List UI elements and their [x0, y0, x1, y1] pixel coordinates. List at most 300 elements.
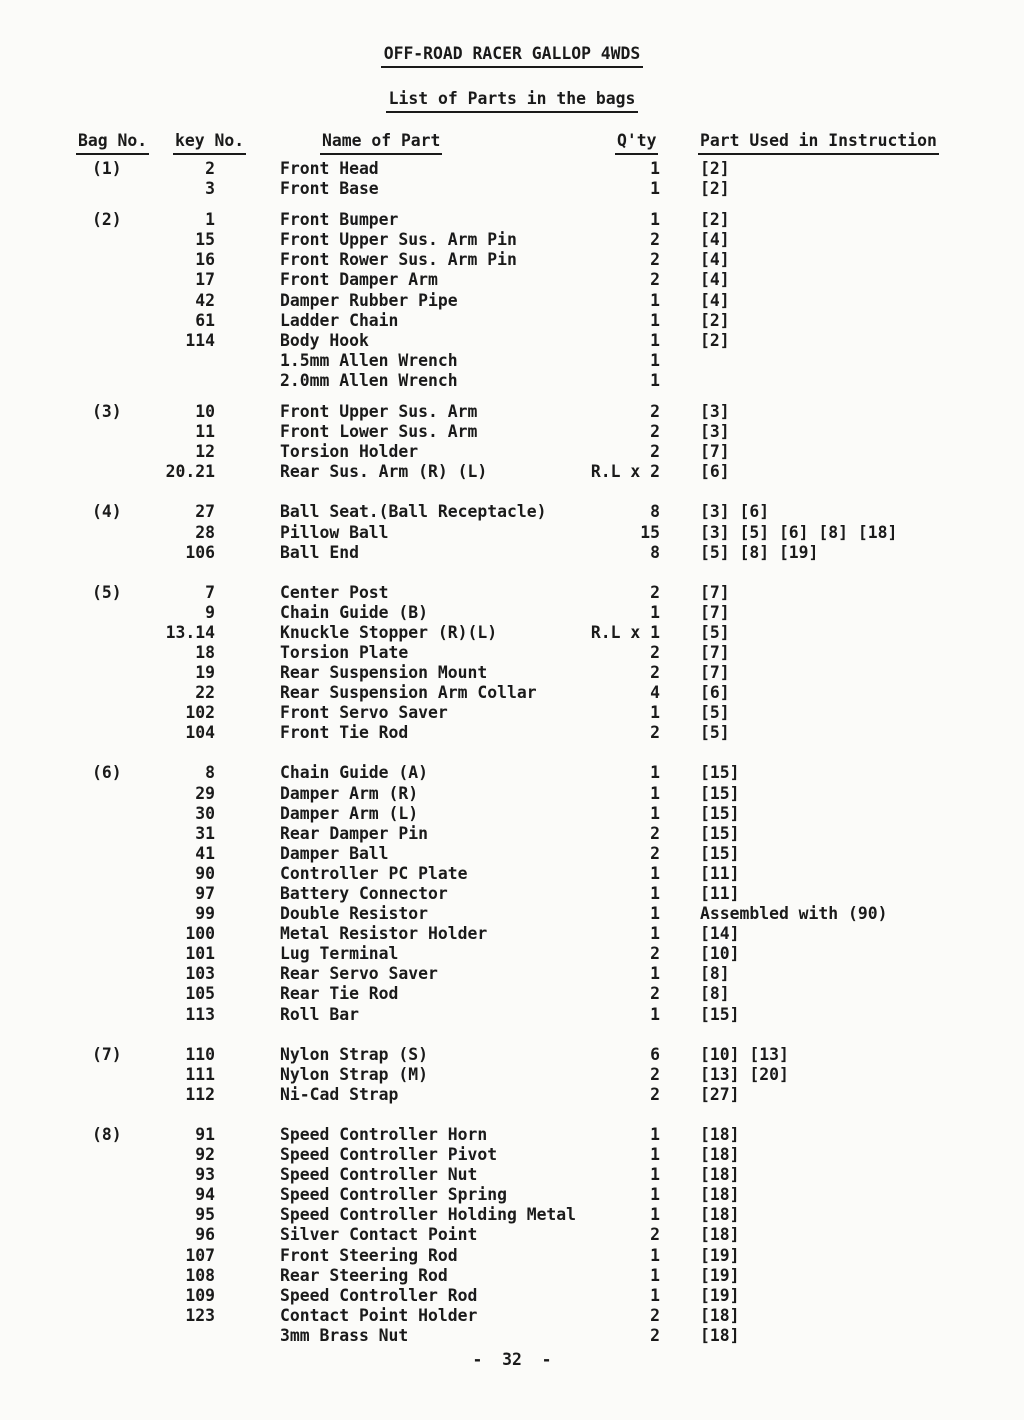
- bag-no-cell: [0, 1065, 150, 1085]
- part-name-cell: Torsion Holder: [280, 442, 419, 462]
- key-no-cell: 107: [185, 1245, 215, 1265]
- key-no-cell: 29: [195, 783, 215, 803]
- part-name-cell: Front Steering Rod: [280, 1245, 458, 1265]
- bag-no-cell: [0, 1266, 150, 1286]
- qty-cell: 1: [650, 1285, 660, 1305]
- part-row: [0, 179, 1024, 199]
- part-row: [0, 291, 1024, 311]
- qty-cell: 2: [650, 230, 660, 250]
- part-name-cell: Torsion Plate: [280, 642, 409, 662]
- part-used-cell: [4]: [700, 230, 730, 250]
- part-name-cell: Silver Contact Point: [280, 1225, 478, 1245]
- part-used-cell: [4]: [700, 290, 730, 310]
- bag-no-cell: [0, 703, 150, 723]
- part-used-cell: [19]: [700, 1245, 740, 1265]
- part-name-cell: Rear Damper Pin: [280, 823, 429, 843]
- part-row: [0, 502, 1024, 522]
- part-used-cell: [3]: [700, 402, 730, 422]
- bag-no-cell: [0, 984, 150, 1004]
- bag-no-cell: [0, 643, 150, 663]
- part-used-cell: [4]: [700, 270, 730, 290]
- part-used-cell: [10]: [700, 944, 740, 964]
- key-no-cell: 3: [205, 179, 215, 199]
- part-name-cell: Front Rower Sus. Arm Pin: [280, 250, 517, 270]
- qty-cell: 2: [650, 1084, 660, 1104]
- part-name-cell: Body Hook: [280, 330, 369, 350]
- qty-cell: 2: [650, 422, 660, 442]
- bag-no-cell: [0, 824, 150, 844]
- qty-cell: 1: [650, 602, 660, 622]
- key-no-cell: 8: [205, 763, 215, 783]
- bag-no-cell: [0, 683, 150, 703]
- key-no-cell: 17: [195, 270, 215, 290]
- part-row: [0, 964, 1024, 984]
- bag-no-cell: [0, 623, 150, 643]
- part-name-cell: Chain Guide (A): [280, 763, 429, 783]
- key-no-cell: 91: [195, 1124, 215, 1144]
- part-used-cell: [18]: [700, 1145, 740, 1165]
- part-name-cell: Roll Bar: [280, 1004, 359, 1024]
- bag-no-cell: (4): [92, 502, 122, 522]
- part-name-cell: Rear Sus. Arm (R) (L): [280, 462, 488, 482]
- part-used-cell: [2]: [700, 310, 730, 330]
- part-row: [0, 210, 1024, 230]
- part-used-cell: [19]: [700, 1265, 740, 1285]
- part-name-cell: Ball End: [280, 542, 359, 562]
- qty-cell: 2: [650, 1225, 660, 1245]
- qty-cell: 2: [650, 582, 660, 602]
- part-name-cell: Damper Arm (R): [280, 783, 419, 803]
- key-no-cell: 114: [185, 330, 215, 350]
- part-used-cell: [7]: [700, 663, 730, 683]
- part-used-cell: [3]: [700, 422, 730, 442]
- part-row: [0, 824, 1024, 844]
- bag-no-cell: [0, 1185, 150, 1205]
- part-row: [0, 904, 1024, 924]
- bag-no-cell: [0, 1085, 150, 1105]
- part-used-cell: [15]: [700, 783, 740, 803]
- part-used-cell: [4]: [700, 250, 730, 270]
- part-name-cell: Front Upper Sus. Arm: [280, 402, 478, 422]
- bag-no-cell: [0, 884, 150, 904]
- part-row: [0, 1266, 1024, 1286]
- bag-no-cell: [0, 250, 150, 270]
- bag-no-cell: [0, 422, 150, 442]
- part-used-cell: [2]: [700, 179, 730, 199]
- part-name-cell: 2.0mm Allen Wrench: [280, 370, 458, 390]
- qty-cell: 1: [650, 904, 660, 924]
- part-row: [0, 371, 1024, 391]
- document-subtitle-line: [0, 89, 1024, 113]
- part-row: [0, 1085, 1024, 1105]
- part-used-cell: [7]: [700, 582, 730, 602]
- bag-no-cell: [0, 291, 150, 311]
- qty-cell: 1: [650, 210, 660, 230]
- part-name-cell: Double Resistor: [280, 904, 429, 924]
- qty-cell: 1: [650, 1004, 660, 1024]
- part-row: [0, 603, 1024, 623]
- part-name-cell: Knuckle Stopper (R)(L): [280, 622, 498, 642]
- qty-cell: 15: [640, 522, 660, 542]
- key-no-cell: 96: [195, 1225, 215, 1245]
- key-no-cell: 12: [195, 442, 215, 462]
- key-no-cell: 93: [195, 1165, 215, 1185]
- key-no-cell: 111: [185, 1064, 215, 1084]
- part-name-cell: Damper Rubber Pipe: [280, 290, 458, 310]
- key-no-cell: 9: [205, 602, 215, 622]
- part-row: [0, 1225, 1024, 1245]
- qty-cell: 2: [650, 402, 660, 422]
- qty-cell: 2: [650, 1064, 660, 1084]
- part-row: [0, 784, 1024, 804]
- bag-group: [0, 159, 1024, 199]
- bag-no-cell: [0, 804, 150, 824]
- qty-cell: 2: [650, 270, 660, 290]
- part-name-cell: Speed Controller Pivot: [280, 1145, 498, 1165]
- qty-cell: 1: [650, 1145, 660, 1165]
- part-name-cell: Rear Suspension Mount: [280, 663, 488, 683]
- part-row: [0, 1065, 1024, 1085]
- part-used-cell: [7]: [700, 442, 730, 462]
- bag-no-cell: (8): [92, 1124, 122, 1144]
- part-row: [0, 1306, 1024, 1326]
- qty-cell: 1: [650, 1205, 660, 1225]
- qty-cell: 8: [650, 542, 660, 562]
- key-no-cell: 7: [205, 582, 215, 602]
- part-name-cell: Rear Suspension Arm Collar: [280, 683, 537, 703]
- part-row: [0, 402, 1024, 422]
- part-row: [0, 623, 1024, 643]
- part-name-cell: Front Servo Saver: [280, 703, 448, 723]
- part-used-cell: [15]: [700, 803, 740, 823]
- part-used-cell: [3] [6]: [700, 502, 770, 522]
- qty-cell: R.L x 2: [590, 462, 660, 482]
- bag-no-cell: [0, 311, 150, 331]
- bag-no-cell: [0, 723, 150, 743]
- key-no-cell: 106: [185, 542, 215, 562]
- qty-cell: 1: [650, 330, 660, 350]
- qty-cell: 1: [650, 1245, 660, 1265]
- bag-no-cell: (6): [92, 763, 122, 783]
- qty-cell: 1: [650, 1124, 660, 1144]
- key-no-cell: 104: [185, 723, 215, 743]
- key-no-cell: [150, 351, 215, 371]
- key-no-cell: 123: [185, 1305, 215, 1325]
- part-row: [0, 924, 1024, 944]
- key-no-cell: 113: [185, 1004, 215, 1024]
- part-name-cell: Rear Tie Rod: [280, 984, 399, 1004]
- key-no-cell: 22: [195, 683, 215, 703]
- bag-no-cell: [0, 1205, 150, 1225]
- key-no-cell: 11: [195, 422, 215, 442]
- qty-cell: 2: [650, 823, 660, 843]
- part-name-cell: Damper Arm (L): [280, 803, 419, 823]
- part-used-cell: [3] [5] [6] [8] [18]: [700, 522, 898, 542]
- part-used-cell: [18]: [700, 1205, 740, 1225]
- part-name-cell: Speed Controller Holding Metal: [280, 1205, 577, 1225]
- qty-cell: 2: [650, 843, 660, 863]
- qty-cell: 2: [650, 663, 660, 683]
- part-row: [0, 1205, 1024, 1225]
- bag-group: [0, 402, 1024, 482]
- part-row: [0, 422, 1024, 442]
- part-row: [0, 311, 1024, 331]
- part-row: [0, 523, 1024, 543]
- part-name-cell: 3mm Brass Nut: [280, 1325, 409, 1345]
- bag-no-cell: [0, 331, 150, 351]
- part-row: [0, 331, 1024, 351]
- bag-no-cell: [0, 844, 150, 864]
- bag-no-cell: [0, 543, 150, 563]
- part-row: [0, 763, 1024, 783]
- key-no-cell: 2: [205, 159, 215, 178]
- part-row: [0, 270, 1024, 290]
- part-name-cell: Rear Servo Saver: [280, 964, 438, 984]
- qty-cell: 1: [650, 290, 660, 310]
- qty-cell: 1: [650, 179, 660, 199]
- part-used-cell: [6]: [700, 683, 730, 703]
- part-row: [0, 351, 1024, 371]
- bag-group: [0, 502, 1024, 562]
- column-header-used: Part Used in Instruction: [698, 131, 939, 155]
- key-no-cell: 1: [205, 210, 215, 230]
- qty-cell: 1: [650, 783, 660, 803]
- bag-no-cell: (2): [92, 210, 122, 230]
- part-row: [0, 683, 1024, 703]
- qty-cell: 2: [650, 250, 660, 270]
- key-no-cell: [150, 371, 215, 391]
- part-used-cell: [5]: [700, 723, 730, 743]
- qty-cell: 2: [650, 442, 660, 462]
- key-no-cell: 61: [195, 310, 215, 330]
- qty-cell: 2: [650, 944, 660, 964]
- column-header-name: Name of Part: [320, 131, 442, 155]
- part-used-cell: Assembled with (90): [700, 904, 888, 924]
- part-row: [0, 543, 1024, 563]
- part-row: [0, 884, 1024, 904]
- bag-no-cell: [0, 663, 150, 683]
- qty-cell: 1: [650, 1165, 660, 1185]
- qty-cell: 1: [650, 803, 660, 823]
- key-no-cell: 95: [195, 1205, 215, 1225]
- bag-no-cell: (1): [92, 159, 122, 178]
- key-no-cell: 18: [195, 642, 215, 662]
- part-used-cell: [7]: [700, 642, 730, 662]
- key-no-cell: 103: [185, 964, 215, 984]
- key-no-cell: 108: [185, 1265, 215, 1285]
- part-name-cell: 1.5mm Allen Wrench: [280, 350, 458, 370]
- qty-cell: 1: [650, 884, 660, 903]
- key-no-cell: [150, 1326, 215, 1346]
- part-row: [0, 663, 1024, 683]
- part-used-cell: [5]: [700, 622, 730, 642]
- bag-no-cell: [0, 462, 150, 482]
- qty-cell: 2: [650, 1325, 660, 1345]
- part-name-cell: Speed Controller Spring: [280, 1185, 507, 1205]
- key-no-cell: 105: [185, 984, 215, 1004]
- bag-no-cell: [0, 179, 150, 199]
- qty-cell: 1: [650, 964, 660, 984]
- part-used-cell: [8]: [700, 964, 730, 984]
- key-no-cell: 31: [195, 823, 215, 843]
- part-row: [0, 1125, 1024, 1145]
- part-used-cell: [18]: [700, 1124, 740, 1144]
- part-row: [0, 1165, 1024, 1185]
- qty-cell: 2: [650, 642, 660, 662]
- part-row: [0, 230, 1024, 250]
- bag-no-cell: [0, 1306, 150, 1326]
- key-no-cell: 20.21: [165, 462, 215, 482]
- qty-cell: R.L x 1: [590, 622, 660, 642]
- part-row: [0, 703, 1024, 723]
- qty-cell: 6: [650, 1044, 660, 1064]
- document-title: OFF-ROAD RACER GALLOP 4WDS: [381, 44, 644, 68]
- part-name-cell: Nylon Strap (M): [280, 1064, 429, 1084]
- document-subtitle: List of Parts in the bags: [386, 89, 639, 113]
- key-no-cell: 100: [185, 924, 215, 944]
- part-used-cell: [18]: [700, 1185, 740, 1205]
- bag-no-cell: [0, 784, 150, 804]
- part-row: [0, 159, 1024, 179]
- column-header-qty: Q'ty: [615, 131, 658, 155]
- part-name-cell: Controller PC Plate: [280, 863, 468, 883]
- bag-group: [0, 763, 1024, 1024]
- bag-no-cell: (7): [92, 1044, 122, 1064]
- part-used-cell: [14]: [700, 924, 740, 944]
- bag-no-cell: [0, 230, 150, 250]
- part-name-cell: Front Tie Rod: [280, 723, 409, 743]
- bag-no-cell: [0, 1326, 150, 1346]
- part-row: [0, 944, 1024, 964]
- part-used-cell: [27]: [700, 1084, 740, 1104]
- qty-cell: 1: [650, 924, 660, 944]
- bag-no-cell: [0, 904, 150, 924]
- part-used-cell: [5] [8] [19]: [700, 542, 819, 562]
- part-used-cell: [18]: [700, 1225, 740, 1245]
- part-used-cell: [2]: [700, 330, 730, 350]
- qty-cell: 1: [650, 350, 660, 370]
- key-no-cell: 112: [185, 1084, 215, 1104]
- column-header-key-no: key No.: [173, 131, 246, 155]
- key-no-cell: 28: [195, 522, 215, 542]
- qty-cell: 8: [650, 502, 660, 522]
- bag-no-cell: [0, 964, 150, 984]
- part-name-cell: Contact Point Holder: [280, 1305, 478, 1325]
- part-name-cell: Ball Seat.(Ball Receptacle): [280, 502, 547, 522]
- key-no-cell: 101: [185, 944, 215, 964]
- part-used-cell: [18]: [700, 1165, 740, 1185]
- part-row: [0, 1145, 1024, 1165]
- qty-cell: 1: [650, 863, 660, 883]
- key-no-cell: 90: [195, 863, 215, 883]
- part-used-cell: [5]: [700, 703, 730, 723]
- key-no-cell: 27: [195, 502, 215, 522]
- key-no-cell: 30: [195, 803, 215, 823]
- qty-cell: 1: [650, 159, 660, 178]
- key-no-cell: 99: [195, 904, 215, 924]
- part-row: [0, 864, 1024, 884]
- key-no-cell: 13.14: [165, 622, 215, 642]
- parts-list: [0, 159, 1024, 1346]
- key-no-cell: 92: [195, 1145, 215, 1165]
- key-no-cell: 97: [195, 884, 215, 903]
- part-used-cell: [15]: [700, 1004, 740, 1024]
- part-name-cell: Center Post: [280, 582, 389, 602]
- part-name-cell: Speed Controller Nut: [280, 1165, 478, 1185]
- qty-cell: 1: [650, 1185, 660, 1205]
- bag-no-cell: [0, 1165, 150, 1185]
- part-used-cell: [700, 351, 1024, 371]
- part-name-cell: Lug Terminal: [280, 944, 399, 964]
- qty-cell: 1: [650, 370, 660, 390]
- qty-cell: 1: [650, 1265, 660, 1285]
- bag-no-cell: [0, 924, 150, 944]
- document-title-line: [0, 44, 1024, 68]
- bag-no-cell: [0, 1145, 150, 1165]
- qty-cell: 2: [650, 984, 660, 1004]
- part-name-cell: Battery Connector: [280, 884, 448, 903]
- bag-no-cell: [0, 523, 150, 543]
- part-used-cell: [15]: [700, 823, 740, 843]
- part-used-cell: [15]: [700, 843, 740, 863]
- part-name-cell: Nylon Strap (S): [280, 1044, 429, 1064]
- key-no-cell: 41: [195, 843, 215, 863]
- part-name-cell: Front Damper Arm: [280, 270, 438, 290]
- part-used-cell: [15]: [700, 763, 740, 783]
- bag-group: [0, 1045, 1024, 1105]
- part-name-cell: Front Upper Sus. Arm Pin: [280, 230, 517, 250]
- qty-cell: 1: [650, 703, 660, 723]
- part-row: [0, 723, 1024, 743]
- column-header-bag-no: Bag No.: [76, 131, 149, 155]
- part-used-cell: [7]: [700, 602, 730, 622]
- part-row: [0, 643, 1024, 663]
- part-name-cell: Rear Steering Rod: [280, 1265, 448, 1285]
- part-used-cell: [13] [20]: [700, 1064, 789, 1084]
- key-no-cell: 109: [185, 1285, 215, 1305]
- part-row: [0, 1246, 1024, 1266]
- part-name-cell: Pillow Ball: [280, 522, 389, 542]
- bag-no-cell: [0, 603, 150, 623]
- bag-no-cell: [0, 1005, 150, 1025]
- qty-cell: 1: [650, 310, 660, 330]
- part-used-cell: [700, 371, 1024, 391]
- key-no-cell: 42: [195, 290, 215, 310]
- part-row: [0, 1045, 1024, 1065]
- part-name-cell: Metal Resistor Holder: [280, 924, 488, 944]
- bag-no-cell: [0, 1286, 150, 1306]
- part-used-cell: [18]: [700, 1325, 740, 1345]
- part-name-cell: Front Base: [280, 179, 379, 199]
- part-used-cell: [2]: [700, 159, 730, 178]
- part-row: [0, 1326, 1024, 1346]
- qty-cell: 2: [650, 723, 660, 743]
- page-number: - 32 -: [472, 1350, 552, 1369]
- part-row: [0, 804, 1024, 824]
- part-used-cell: [19]: [700, 1285, 740, 1305]
- bag-no-cell: [0, 944, 150, 964]
- bag-no-cell: [0, 351, 150, 371]
- bag-group: [0, 583, 1024, 744]
- part-name-cell: Chain Guide (B): [280, 602, 429, 622]
- bag-no-cell: [0, 270, 150, 290]
- part-row: [0, 250, 1024, 270]
- key-no-cell: 15: [195, 230, 215, 250]
- part-row: [0, 462, 1024, 482]
- bag-no-cell: [0, 864, 150, 884]
- part-row: [0, 442, 1024, 462]
- key-no-cell: 19: [195, 663, 215, 683]
